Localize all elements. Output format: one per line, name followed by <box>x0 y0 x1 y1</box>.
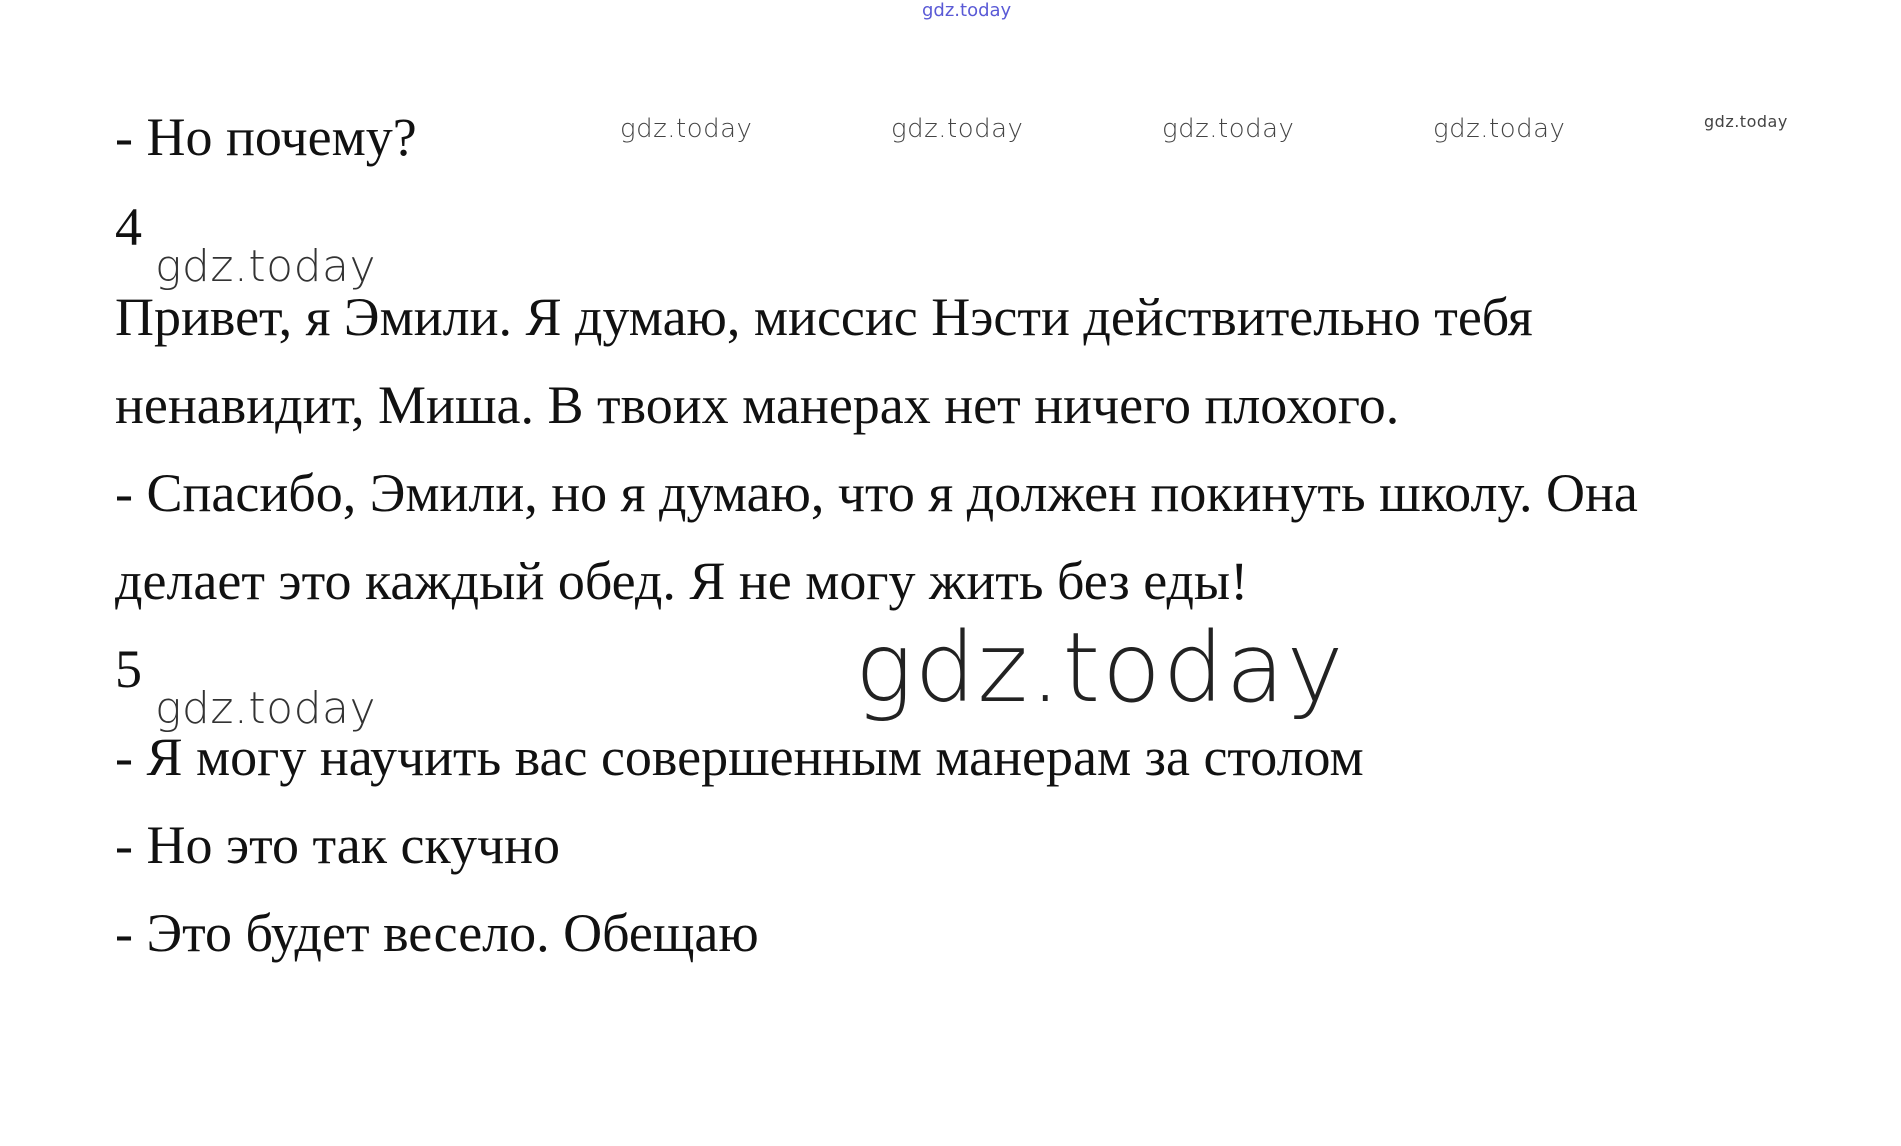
paragraph-4-line-4: делает это каждый обед. Я не могу жить без еды! <box>115 551 1249 611</box>
paragraph-4-line-1: Привет, я Эмили. Я думаю, миссис Нэсти действительно тебя <box>115 287 1533 347</box>
paragraph-4-line-3: - Спасибо, Эмили, но я думаю, что я должен покинуть школу. Она <box>115 463 1638 523</box>
watermark-big: gdz.today <box>855 612 1346 724</box>
watermark-row-2: gdz.today <box>891 114 1024 144</box>
paragraph-5-line-3: - Это будет весело. Обещаю <box>115 903 759 963</box>
watermark-section-5: gdz.today <box>155 683 377 734</box>
watermark-section-4: gdz.today <box>155 241 377 292</box>
watermark-row-3: gdz.today <box>1162 114 1295 144</box>
paragraph-5-line-2: - Но это так скучно <box>115 815 560 875</box>
watermark-row-1: gdz.today <box>620 114 753 144</box>
watermark-row-5: gdz.today <box>1704 112 1788 131</box>
paragraph-4-line-2: ненавидит, Миша. В твоих манерах нет ничего плохого. <box>115 375 1400 435</box>
line-why: - Но почему? <box>115 107 417 167</box>
section-number-5: 5 <box>115 639 142 699</box>
watermark-row-4: gdz.today <box>1433 114 1566 144</box>
watermark-top: gdz.today <box>922 0 1012 21</box>
section-number-4: 4 <box>115 197 142 257</box>
paragraph-5-line-1: - Я могу научить вас совершенным манерам за столом <box>115 727 1364 787</box>
